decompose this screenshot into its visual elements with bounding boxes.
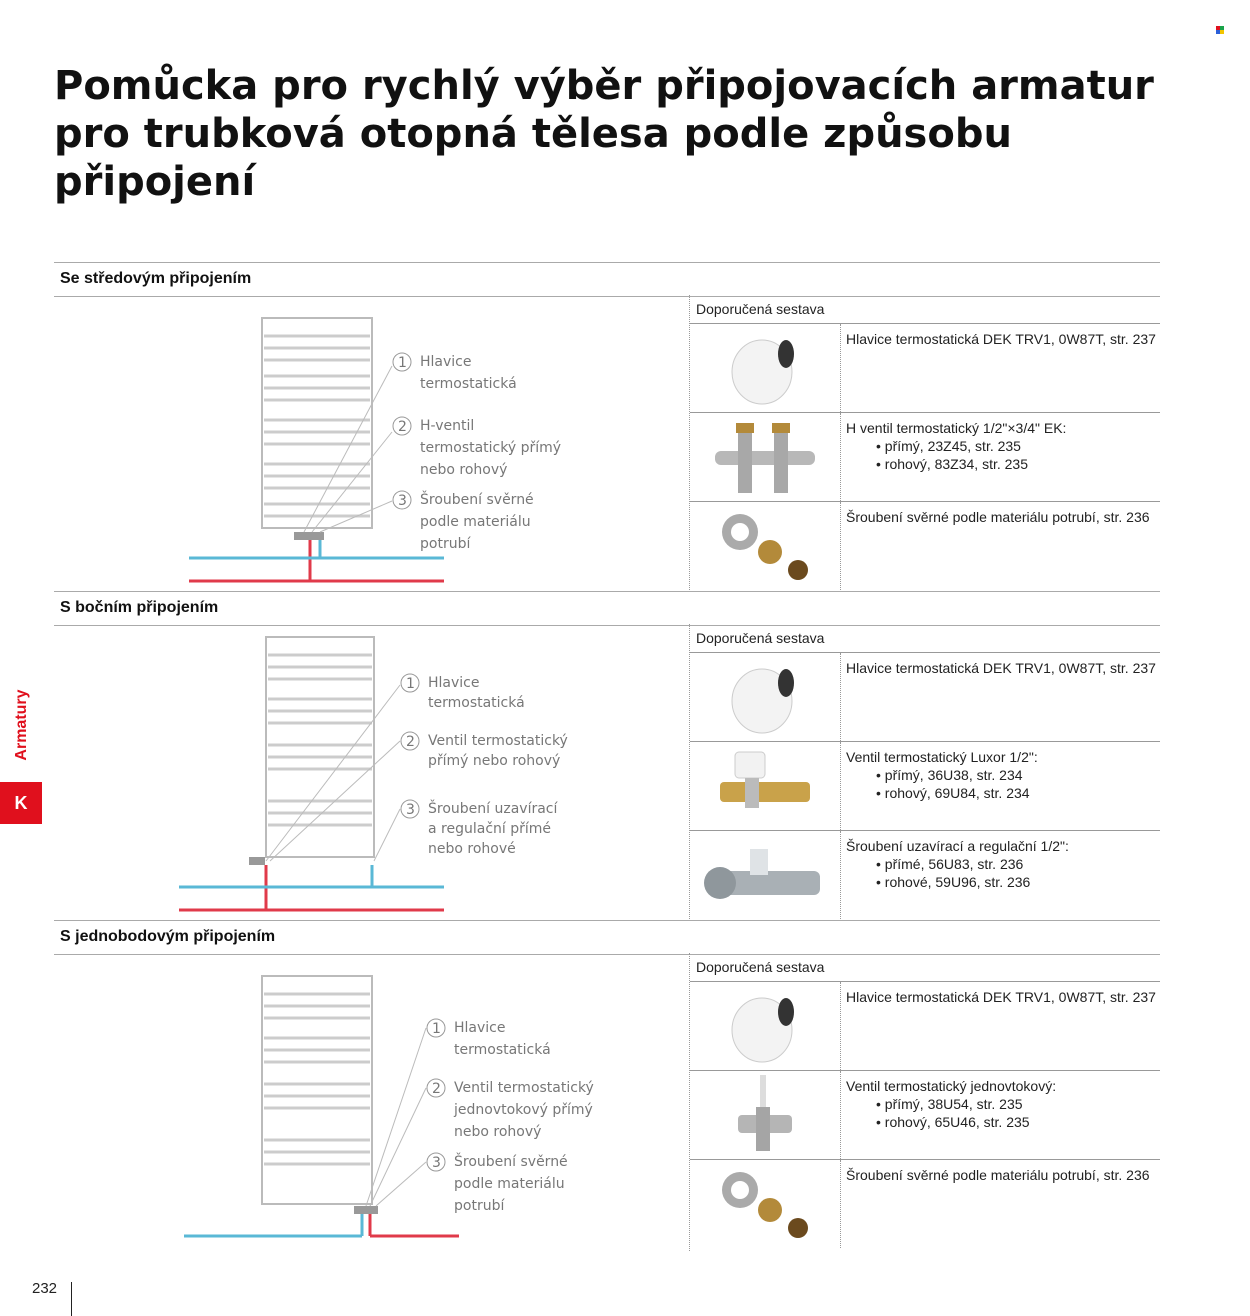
svg-text:2: 2	[432, 1081, 441, 1097]
radiator-diagram-single-point	[54, 954, 684, 1252]
reco-item: Šroubení uzavírací a regulační 1/2": • přímé, 56U83, str. 236 • rohové, 59U96, str. 236	[690, 831, 1160, 919]
thermostatic-head-icon	[690, 324, 840, 412]
radiator-icon	[262, 976, 372, 1204]
single-point-valve-icon	[690, 1071, 840, 1159]
svg-text:1: 1	[432, 1021, 441, 1037]
radiator-icon	[266, 637, 374, 857]
svg-text:termostatická: termostatická	[454, 1042, 551, 1058]
thermostatic-head-icon	[690, 982, 840, 1070]
section-heading: S jednobodovým připojením	[54, 920, 1160, 955]
page-number: 232	[32, 1280, 58, 1297]
h-valve-icon	[690, 413, 840, 501]
reco-item: Ventil termostatický jednovtokový: • přímý, 38U54, str. 235 • rohový, 65U46, str. 235	[690, 1071, 1160, 1160]
reco-item: Ventil termostatický Luxor 1/2": • přímý, 36U38, str. 234 • rohový, 69U84, str. 234	[690, 742, 1160, 831]
svg-text:Hlavice: Hlavice	[420, 354, 472, 370]
svg-text:Hlavice: Hlavice	[454, 1020, 506, 1036]
recommended-label: Doporučená sestava	[696, 301, 825, 317]
svg-text:Hlavice: Hlavice	[428, 675, 480, 691]
luxor-valve-icon	[690, 742, 840, 830]
svg-text:Šroubení svěrné: Šroubení svěrné	[420, 492, 534, 508]
callout-2	[427, 1079, 594, 1140]
svg-text:podle materiálu: podle materiálu	[420, 514, 531, 530]
thermostatic-head-icon	[690, 653, 840, 741]
svg-text:2: 2	[406, 734, 415, 750]
reco-item: H ventil termostatický 1/2"×3/4" EK: • přímý, 23Z45, str. 235 • rohový, 83Z34, str. 235	[690, 413, 1160, 502]
svg-text:Ventil termostatický: Ventil termostatický	[454, 1080, 594, 1096]
recommended-label: Doporučená sestava	[696, 959, 825, 975]
callout-3	[401, 799, 558, 857]
svg-text:H-ventil: H-ventil	[420, 418, 475, 434]
reco-item: Šroubení svěrné podle materiálu potrubí, str. 236	[690, 502, 1160, 590]
svg-text:potrubí: potrubí	[420, 536, 471, 552]
callout-1	[427, 1019, 551, 1058]
reco-item: Hlavice termostatická DEK TRV1, 0W87T, str. 237	[690, 982, 1160, 1071]
section-side-connection	[54, 591, 1160, 921]
side-tab-letter: K	[0, 782, 42, 824]
svg-text:3: 3	[406, 802, 415, 818]
svg-text:a regulační přímé: a regulační přímé	[428, 821, 552, 837]
svg-text:termostatická: termostatická	[428, 695, 525, 711]
svg-text:1: 1	[406, 676, 415, 692]
radiator-diagram-center	[54, 296, 684, 592]
svg-text:nebo rohové: nebo rohové	[428, 841, 516, 857]
svg-text:podle materiálu: podle materiálu	[454, 1176, 565, 1192]
shutoff-fitting-icon	[690, 831, 840, 919]
reco-item: Hlavice termostatická DEK TRV1, 0W87T, str. 237	[690, 324, 1160, 413]
svg-text:jednovtokový přímý: jednovtokový přímý	[454, 1102, 593, 1118]
recommended-label: Doporučená sestava	[696, 630, 825, 646]
callout-2	[393, 417, 561, 478]
svg-text:Ventil termostatický: Ventil termostatický	[428, 733, 568, 749]
svg-text:1: 1	[398, 355, 407, 371]
compression-fitting-icon	[690, 1160, 840, 1248]
svg-text:Šroubení svěrné: Šroubení svěrné	[454, 1154, 568, 1170]
svg-text:nebo rohový: nebo rohový	[420, 462, 508, 478]
svg-text:termostatický přímý: termostatický přímý	[420, 440, 562, 456]
section-heading: Se středovým připojením	[54, 262, 1160, 297]
recommended-set	[690, 624, 1160, 921]
svg-text:přímý nebo rohový: přímý nebo rohový	[428, 753, 561, 769]
side-tab-label: Armatury	[13, 689, 30, 761]
color-registration-mark	[1216, 26, 1224, 34]
svg-text:termostatická: termostatická	[420, 376, 517, 392]
section-heading: S bočním připojením	[54, 591, 1160, 626]
callout-3	[427, 1152, 568, 1214]
svg-text:3: 3	[398, 493, 407, 509]
page-title: Pomůcka pro rychlý výběr připojovacích armatur pro trubková otopná tělesa podle způsobu připojení	[54, 63, 1154, 205]
callout-1	[393, 353, 517, 392]
reco-item: Šroubení svěrné podle materiálu potrubí, str. 236	[690, 1160, 1160, 1248]
recommended-set	[690, 295, 1160, 592]
compression-fitting-icon	[690, 502, 840, 590]
section-single-point-connection	[54, 920, 1160, 1252]
radiator-diagram-side	[54, 625, 684, 921]
radiator-icon	[262, 318, 372, 528]
recommended-set	[690, 953, 1160, 1251]
svg-text:nebo rohový: nebo rohový	[454, 1124, 542, 1140]
svg-text:2: 2	[398, 419, 407, 435]
svg-text:Šroubení uzavírací: Šroubení uzavírací	[428, 801, 558, 817]
callout-2	[401, 732, 568, 769]
svg-text:3: 3	[432, 1155, 441, 1171]
callout-3	[393, 490, 534, 552]
page-number-divider	[71, 1282, 72, 1316]
callout-1	[401, 674, 525, 711]
section-center-connection	[54, 262, 1160, 592]
reco-item: Hlavice termostatická DEK TRV1, 0W87T, str. 237	[690, 653, 1160, 742]
svg-text:potrubí: potrubí	[454, 1198, 505, 1214]
